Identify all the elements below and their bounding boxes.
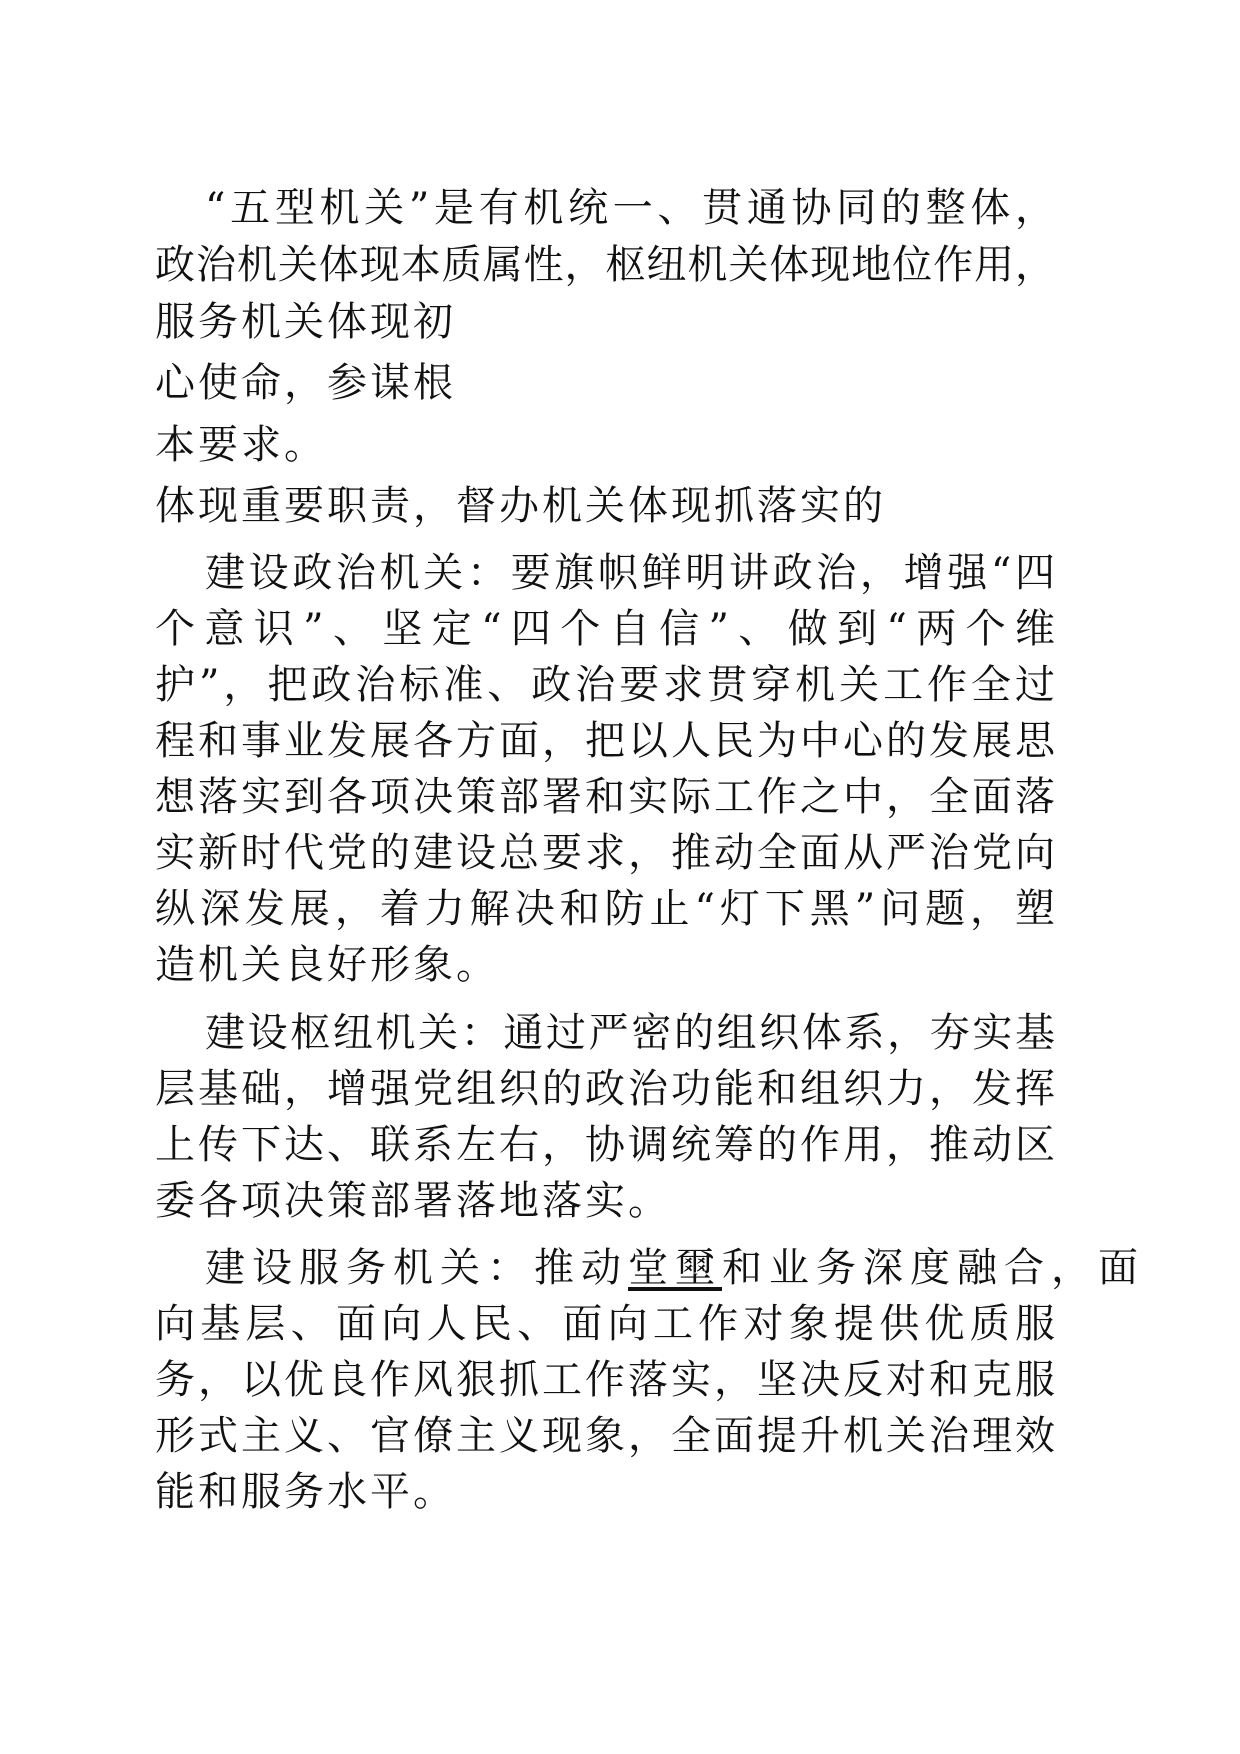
text-line bbox=[205, 1240, 1145, 1296]
text-line: 体现重要职责，督办机关体现抓落实的 bbox=[155, 483, 886, 529]
text-line: 层基础，增强党组织的政治功能和组织力，发挥 bbox=[155, 1066, 1055, 1112]
text-line: 建设枢纽机关：通过严密的组织体系，夯实基 bbox=[205, 1010, 1055, 1056]
text-line: 纵深发展，着力解决和防止“灯下黑”问题，塑 bbox=[155, 886, 1055, 932]
text-segment: 建设服务机关：推动 bbox=[205, 1245, 628, 1291]
text-line: 个意识”、坚定“四个自信”、做到“两个维 bbox=[155, 606, 1055, 652]
text-line: 能和服务水平。 bbox=[155, 1469, 456, 1515]
text-line: 心使命，参谋根 bbox=[155, 360, 456, 406]
text-line: 护”，把政治标准、政治要求贯穿机关工作全过 bbox=[155, 662, 1055, 708]
text-line: 务，以优良作风狠抓工作落实，坚决反对和克服 bbox=[155, 1357, 1055, 1403]
text-line: 政治机关体现本质属性，枢纽机关体现地位作用， bbox=[155, 242, 1055, 288]
underlined-term: 堂壐 bbox=[628, 1245, 722, 1291]
text-segment: 和业务深度融合，面 bbox=[722, 1245, 1145, 1291]
text-line: 委各项决策部署落地落实。 bbox=[155, 1178, 671, 1224]
text-line: 造机关良好形象。 bbox=[155, 942, 499, 988]
text-line: 实新时代党的建设总要求，推动全面从严治党向 bbox=[155, 830, 1055, 876]
text-line: “五型机关”是有机统一、贯通协同的整体， bbox=[205, 185, 1055, 231]
text-line: 本要求。 bbox=[155, 422, 327, 468]
text-line: 上传下达、联系左右，协调统筹的作用，推动区 bbox=[155, 1122, 1055, 1168]
text-line: 形式主义、官僚主义现象，全面提升机关治理效 bbox=[155, 1413, 1055, 1459]
text-line: 程和事业发展各方面，把以人民为中心的发展思 bbox=[155, 718, 1055, 764]
text-line: 向基层、面向人民、面向工作对象提供优质服 bbox=[155, 1301, 1055, 1347]
text-line: 想落实到各项决策部署和实际工作之中，全面落 bbox=[155, 774, 1055, 820]
text-line: 服务机关体现初 bbox=[155, 299, 456, 345]
text-line: 建设政治机关：要旗帜鲜明讲政治，增强“四 bbox=[205, 550, 1055, 596]
